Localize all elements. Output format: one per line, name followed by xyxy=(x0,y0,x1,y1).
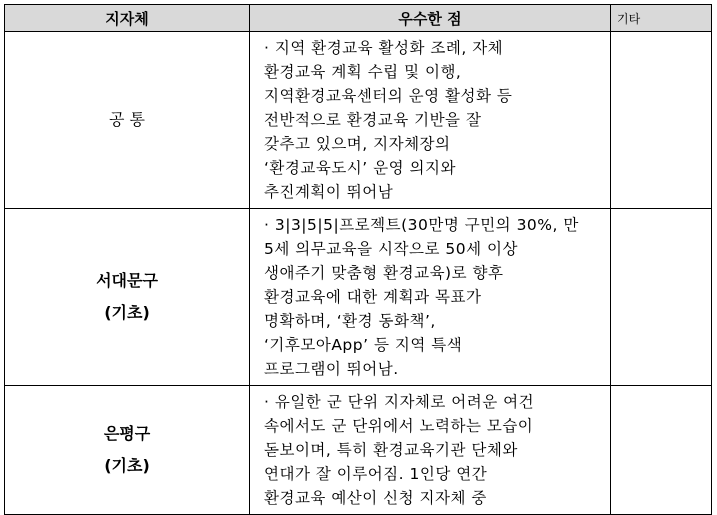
other-cell xyxy=(611,32,712,209)
region-cell xyxy=(5,209,250,386)
other-cell xyxy=(611,386,712,515)
header-region: 지자체 xyxy=(5,5,250,32)
strengths-cell: · 유일한 군 단위 지자체로 어려운 여건 속에서도 군 단위에서 노력하는 모습이 돋보이며, 특히 환경교육기관 단체와 연대가 잘 이루어짐. 1인당 연간 환경교육 예산이 신청 지자체 중 xyxy=(250,386,611,515)
region-name: 공 통 xyxy=(109,110,145,129)
region-cell xyxy=(5,386,250,515)
region-name: 서대문구 xyxy=(96,271,158,290)
table-row xyxy=(5,32,712,209)
region-name: 은평구 xyxy=(103,424,151,443)
region-level: (기초) xyxy=(104,303,150,322)
strengths-cell: · 3|3|5|5|프로젝트(30만명 구민의 30%, 만 5세 의무교육을 시작으로 50세 이상 생애주기 맞춤형 환경교육)로 향후 환경교육에 대한 계획과 목표가 명확하며, ‘환경 동화책’, ‘기후모아App’ 등 지역 특색 프로그램이 뛰어남. xyxy=(250,209,611,386)
table-row xyxy=(5,386,712,515)
region-cell xyxy=(5,32,250,209)
header-row xyxy=(5,5,712,32)
table-row xyxy=(5,209,712,386)
region-level: (기초) xyxy=(104,456,150,475)
header-other: 기타 xyxy=(611,5,712,32)
evaluation-table xyxy=(4,4,712,515)
strengths-cell: · 지역 환경교육 활성화 조례, 자체 환경교육 계획 수립 및 이행, 지역환경교육센터의 운영 활성화 등 전반적으로 환경교육 기반을 잘 갖추고 있으며, 지자체장의 ‘환경교육도시’ 운영 의지와 추진계획이 뛰어남 xyxy=(250,32,611,209)
other-cell xyxy=(611,209,712,386)
header-strengths: 우수한 점 xyxy=(250,5,611,32)
